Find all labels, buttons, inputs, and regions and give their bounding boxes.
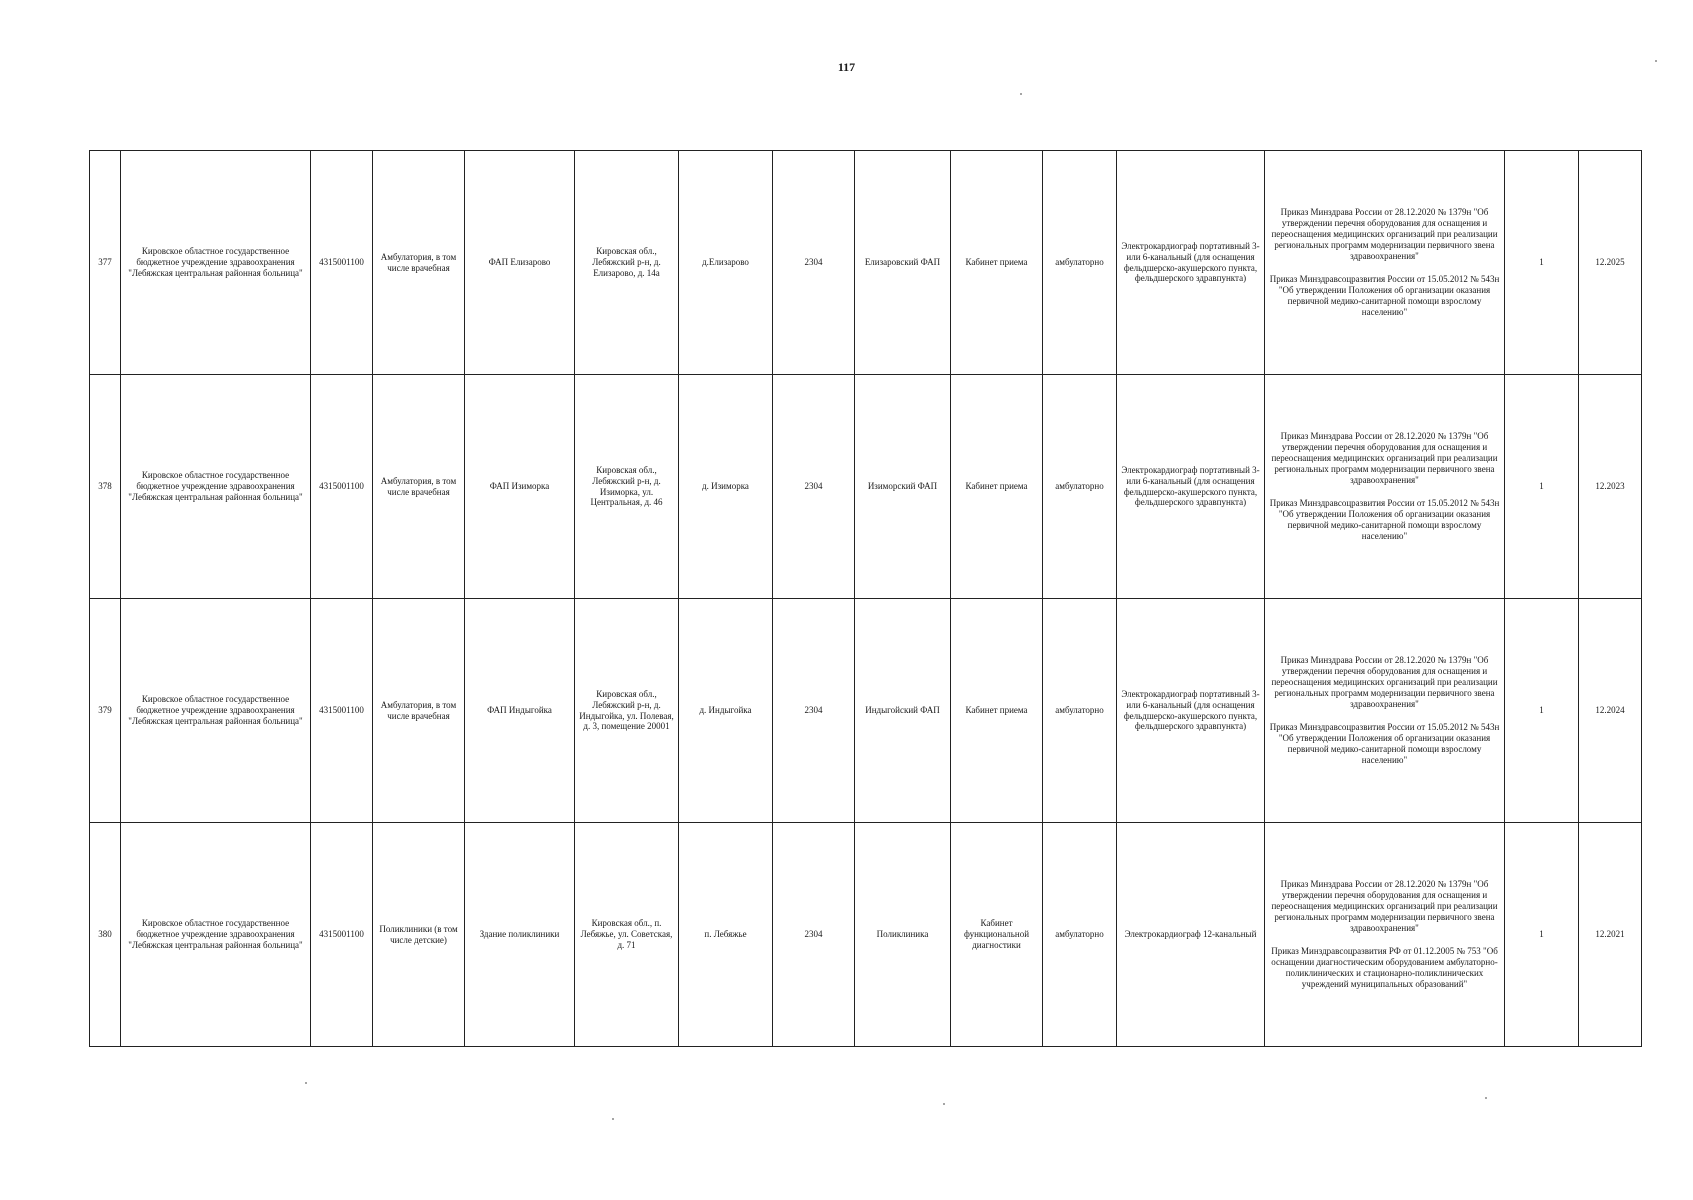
table-row	[90, 599, 1642, 823]
scan-speck	[943, 1103, 945, 1105]
legal-basis-reason-2: Приказ Минздравсоцразвития России от 15.05.2012 № 543н "Об утверждении Положения об организации оказания первичной медико-санитарной помощи взрослому населению"	[1269, 497, 1500, 541]
legal-basis-reason-2: Приказ Минздравсоцразвития РФ от 01.12.2005 № 753 "Об оснащении диагностическим оборудованием амбулаторно-поликлинических и стационарно-поликлинических учреждений муниципальных образований"	[1271, 945, 1498, 989]
room: Кабинет приема	[951, 375, 1043, 599]
quantity: 1	[1505, 151, 1579, 375]
department: Поликлиника	[855, 823, 951, 1047]
table-row	[90, 823, 1642, 1047]
room: Кабинет приема	[951, 151, 1043, 375]
legal-basis-reason-2: Приказ Минздравсоцразвития России от 15.05.2012 № 543н "Об утверждении Положения об организации оказания первичной медико-санитарной помощи взрослому населению"	[1269, 721, 1500, 765]
department: Елизаровский ФАП	[855, 151, 951, 375]
department: Индыгойский ФАП	[855, 599, 951, 823]
legal-basis-reason-1: Приказ Минздрава России от 28.12.2020 № 1379н "Об утверждении перечня оборудования для оснащения и переоснащения медицинских организаций при реализации региональных программ модернизации первичного звена здравоохранения"	[1271, 879, 1498, 934]
legal-basis	[1265, 823, 1505, 1047]
row-number: 378	[90, 375, 121, 599]
scan-speck	[1485, 1097, 1487, 1099]
settlement: д. Изиморка	[679, 375, 773, 599]
due-date: 12.2025	[1579, 151, 1642, 375]
building-name: ФАП Елизарово	[465, 151, 575, 375]
region-code: 2304	[773, 375, 855, 599]
building-name: ФАП Изиморка	[465, 375, 575, 599]
department: Изиморский ФАП	[855, 375, 951, 599]
legal-basis-reason-1: Приказ Минздрава России от 28.12.2020 № 1379н "Об утверждении перечня оборудования для оснащения и переоснащения медицинских организаций при реализации региональных программ модернизации первичного звена здравоохранения"	[1271, 207, 1498, 262]
settlement: д. Индыгойка	[679, 599, 773, 823]
scan-speck	[612, 1118, 614, 1120]
scan-speck	[1655, 60, 1657, 62]
room: Кабинет приема	[951, 599, 1043, 823]
region-code: 2304	[773, 151, 855, 375]
equipment-table	[89, 150, 1642, 1047]
care-form: амбулаторно	[1043, 375, 1117, 599]
org-code: 4315001100	[311, 823, 373, 1047]
building-name: ФАП Индыгойка	[465, 599, 575, 823]
row-number: 380	[90, 823, 121, 1047]
legal-basis	[1265, 599, 1505, 823]
address: Кировская обл., Лебяжский р-н, д. Елизарово, д. 14а	[575, 151, 679, 375]
institution-name: Кировское областное государственное бюджетное учреждение здравоохранения "Лебяжская центральная районная больница"	[121, 151, 311, 375]
table-body	[90, 151, 1642, 1047]
quantity: 1	[1505, 375, 1579, 599]
region-code: 2304	[773, 823, 855, 1047]
legal-basis-reason-1: Приказ Минздрава России от 28.12.2020 № 1379н "Об утверждении перечня оборудования для оснащения и переоснащения медицинских организаций при реализации региональных программ модернизации первичного звена здравоохранения"	[1271, 431, 1498, 486]
org-code: 4315001100	[311, 151, 373, 375]
equipment-name: Электрокардиограф 12-канальный	[1117, 823, 1265, 1047]
room: Кабинет функциональной диагностики	[951, 823, 1043, 1047]
table-row	[90, 375, 1642, 599]
institution-name: Кировское областное государственное бюджетное учреждение здравоохранения "Лебяжская центральная районная больница"	[121, 599, 311, 823]
region-code: 2304	[773, 599, 855, 823]
institution-name: Кировское областное государственное бюджетное учреждение здравоохранения "Лебяжская центральная районная больница"	[121, 823, 311, 1047]
unit-type: Поликлиники (в том числе детские)	[373, 823, 465, 1047]
equipment-name: Электрокардиограф портативный 3- или 6-канальный (для оснащения фельдшерско-акушерского пункта, фельдшерского здравпункта)	[1117, 599, 1265, 823]
settlement: д.Елизарово	[679, 151, 773, 375]
address: Кировская обл., п. Лебяжье, ул. Советская, д. 71	[575, 823, 679, 1047]
equipment-name: Электрокардиограф портативный 3- или 6-канальный (для оснащения фельдшерско-акушерского пункта, фельдшерского здравпункта)	[1117, 151, 1265, 375]
unit-type: Амбулатория, в том числе врачебная	[373, 151, 465, 375]
table-row	[90, 151, 1642, 375]
building-name: Здание поликлиники	[465, 823, 575, 1047]
row-number: 379	[90, 599, 121, 823]
due-date: 12.2024	[1579, 599, 1642, 823]
equipment-name: Электрокардиограф портативный 3- или 6-канальный (для оснащения фельдшерско-акушерского пункта, фельдшерского здравпункта)	[1117, 375, 1265, 599]
org-code: 4315001100	[311, 599, 373, 823]
quantity: 1	[1505, 823, 1579, 1047]
institution-name: Кировское областное государственное бюджетное учреждение здравоохранения "Лебяжская центральная районная больница"	[121, 375, 311, 599]
address: Кировская обл., Лебяжский р-н, д. Индыгойка, ул. Полевая, д. 3, помещение 20001	[575, 599, 679, 823]
legal-basis-reason-2: Приказ Минздравсоцразвития России от 15.05.2012 № 543н "Об утверждении Положения об организации оказания первичной медико-санитарной помощи взрослому населению"	[1269, 273, 1500, 317]
due-date: 12.2023	[1579, 375, 1642, 599]
quantity: 1	[1505, 599, 1579, 823]
legal-basis	[1265, 375, 1505, 599]
unit-type: Амбулатория, в том числе врачебная	[373, 599, 465, 823]
legal-basis-reason-1: Приказ Минздрава России от 28.12.2020 № 1379н "Об утверждении перечня оборудования для оснащения и переоснащения медицинских организаций при реализации региональных программ модернизации первичного звена здравоохранения"	[1271, 655, 1498, 710]
unit-type: Амбулатория, в том числе врачебная	[373, 375, 465, 599]
org-code: 4315001100	[311, 375, 373, 599]
page-number: 117	[837, 60, 856, 74]
address: Кировская обл., Лебяжский р-н, д. Изиморка, ул. Центральная, д. 46	[575, 375, 679, 599]
care-form: амбулаторно	[1043, 599, 1117, 823]
row-number: 377	[90, 151, 121, 375]
legal-basis	[1265, 151, 1505, 375]
care-form: амбулаторно	[1043, 823, 1117, 1047]
due-date: 12.2021	[1579, 823, 1642, 1047]
settlement: п. Лебяжье	[679, 823, 773, 1047]
scan-speck	[305, 1082, 307, 1084]
care-form: амбулаторно	[1043, 151, 1117, 375]
scan-speck	[1020, 93, 1022, 95]
